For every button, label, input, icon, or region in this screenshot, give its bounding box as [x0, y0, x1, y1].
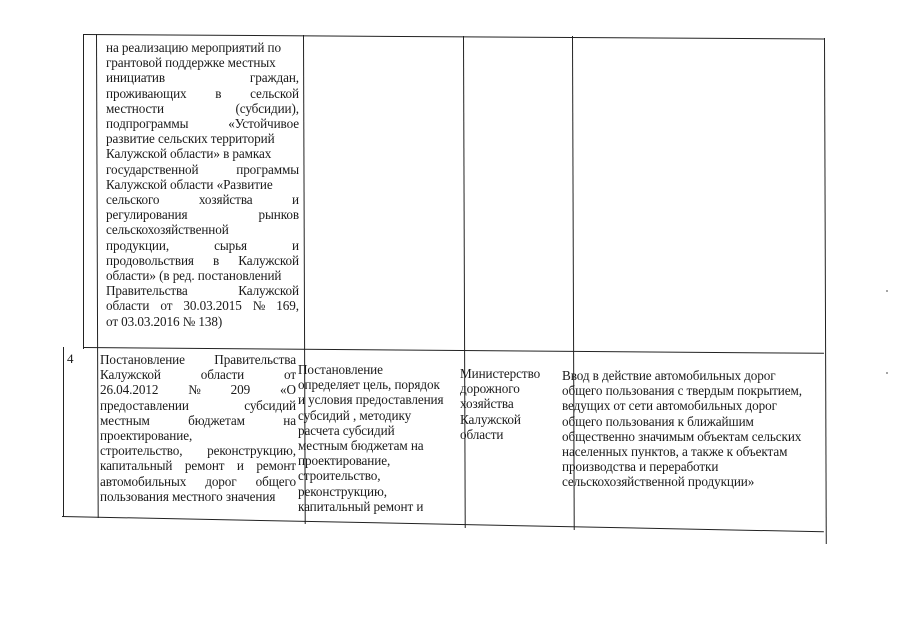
- word: граждан,: [249, 70, 299, 86]
- word: предоставлении: [100, 397, 189, 413]
- word: ремонт: [256, 458, 296, 474]
- word: и: [292, 192, 299, 208]
- text-line: [106, 298, 299, 313]
- word: местным: [100, 412, 150, 428]
- word: Калужской: [238, 252, 299, 268]
- table-top-border: [84, 34, 824, 40]
- row4-document-title: [100, 352, 296, 504]
- text-line: хозяйства: [460, 396, 514, 412]
- row-number: 4: [67, 351, 74, 366]
- word: Постановление: [100, 352, 185, 367]
- word: области: [106, 298, 150, 314]
- text-line: грантовой поддержке местных: [106, 55, 276, 71]
- word: капитальный: [100, 458, 173, 474]
- text-line: [106, 162, 299, 177]
- text-line: развитие сельских территорий: [106, 131, 275, 147]
- col-border-1: [96, 34, 99, 518]
- text-line: [100, 382, 296, 397]
- text-line: Калужской: [460, 411, 521, 427]
- word: проживающих: [106, 85, 187, 101]
- word: сельской: [250, 85, 299, 101]
- word: местности: [106, 100, 164, 116]
- text-line: [106, 101, 299, 116]
- word: (субсидии),: [235, 100, 299, 116]
- word: подпрограммы: [106, 116, 189, 132]
- text-line: определяет цель, порядок: [298, 377, 440, 393]
- text-line: [100, 398, 296, 413]
- text-line: на реализацию мероприятий по: [106, 40, 281, 55]
- text-line: населенных пунктов, а также к объектам: [562, 444, 788, 460]
- text-line: общего пользования к ближайшим: [562, 413, 754, 429]
- text-line: [106, 116, 299, 131]
- word: Правительства: [214, 352, 296, 367]
- text-line: [106, 70, 299, 85]
- text-line: Калужской области «Развитие: [106, 176, 273, 192]
- text-line: [106, 283, 299, 298]
- word: субсидий: [244, 397, 296, 413]
- word: программы: [236, 161, 299, 177]
- word: инициатив: [106, 70, 165, 86]
- word: №: [188, 382, 201, 398]
- word: в: [215, 85, 222, 101]
- text-line: [106, 253, 299, 268]
- text-line: местным бюджетам на: [298, 438, 424, 454]
- continued-row-document-title: [106, 40, 299, 329]
- text-line: сельскохозяйственной: [106, 222, 229, 238]
- text-line: дорожного: [460, 381, 520, 397]
- word: государственной: [106, 161, 199, 177]
- text-line: и условия предоставления: [298, 392, 444, 408]
- word: Правительства: [106, 283, 188, 299]
- word: хозяйства: [198, 192, 253, 208]
- word: 30.03.2015: [183, 298, 242, 314]
- word: и: [292, 237, 299, 253]
- text-line: сельскохозяйственной продукции»: [562, 474, 755, 490]
- col-border-left-outer: [83, 34, 84, 349]
- text-line: общего пользования с твердым покрытием,: [562, 383, 802, 399]
- scan-speck: [886, 372, 888, 374]
- word: на: [283, 412, 296, 428]
- text-line: реконструкцию,: [298, 483, 387, 499]
- text-line: [100, 443, 296, 458]
- word: сырья: [214, 237, 247, 253]
- text-line: проектирование,: [100, 428, 193, 444]
- word: от: [284, 367, 296, 383]
- word: регулирования: [106, 207, 188, 223]
- word: бюджетам: [188, 412, 245, 428]
- text-line: капитальный ремонт и: [298, 498, 424, 514]
- word: в: [212, 252, 220, 268]
- word: дорог: [205, 473, 237, 489]
- row4-result: [562, 368, 827, 490]
- text-line: пользования местного значения: [100, 488, 276, 504]
- text-line: [100, 352, 296, 367]
- word: Калужской: [100, 367, 161, 383]
- text-line: Ввод в действие автомобильных дорог: [562, 368, 776, 383]
- word: 26.04.2012: [100, 382, 159, 398]
- text-line: Постановление: [298, 362, 383, 377]
- word: сельского: [106, 192, 160, 208]
- word: и: [236, 458, 244, 474]
- word: ремонт: [184, 458, 225, 474]
- text-line: от 03.03.2016 № 138): [106, 313, 223, 329]
- col-border-left-outer-lower: [63, 347, 64, 517]
- text-line: [100, 458, 296, 473]
- text-line: [106, 207, 299, 222]
- text-line: области: [460, 426, 504, 442]
- text-line: субсидий , методику: [298, 407, 412, 423]
- word: 209: [230, 382, 251, 398]
- text-line: [100, 367, 296, 382]
- text-line: общественно значимым объектам сельских: [562, 428, 802, 444]
- row4-responsible-body: [460, 366, 560, 442]
- word: 169,: [276, 298, 299, 314]
- text-line: области» (в ред. постановлений: [106, 268, 282, 284]
- word: реконструкцию,: [207, 443, 296, 459]
- word: рынков: [258, 207, 299, 223]
- text-line: проектирование,: [298, 453, 391, 469]
- text-line: [106, 192, 299, 207]
- row4-description: [298, 362, 468, 514]
- text-line: Министерство: [460, 366, 541, 381]
- scan-speck: [886, 290, 888, 292]
- text-line: [100, 474, 296, 489]
- text-line: расчета субсидий: [298, 422, 395, 438]
- word: №: [252, 298, 266, 314]
- text-line: [100, 413, 296, 428]
- word: «Устойчивое: [228, 116, 299, 132]
- text-line: [106, 86, 299, 101]
- word: «О: [280, 382, 296, 398]
- word: автомобильных: [100, 473, 187, 489]
- word: Калужской: [238, 283, 299, 299]
- word: продовольствия: [106, 252, 194, 268]
- word: продукции,: [106, 237, 170, 253]
- table-bottom-border: [62, 516, 824, 532]
- text-line: строительство,: [298, 468, 381, 484]
- word: строительство,: [100, 443, 183, 459]
- text-line: производства и переработки: [562, 459, 719, 475]
- word: от: [160, 298, 173, 314]
- word: области: [200, 367, 245, 383]
- text-line: ведущих от сети автомобильных дорог: [562, 398, 777, 414]
- word: общего: [255, 473, 296, 489]
- text-line: [106, 238, 299, 253]
- text-line: Калужской области» в рамках: [106, 146, 272, 162]
